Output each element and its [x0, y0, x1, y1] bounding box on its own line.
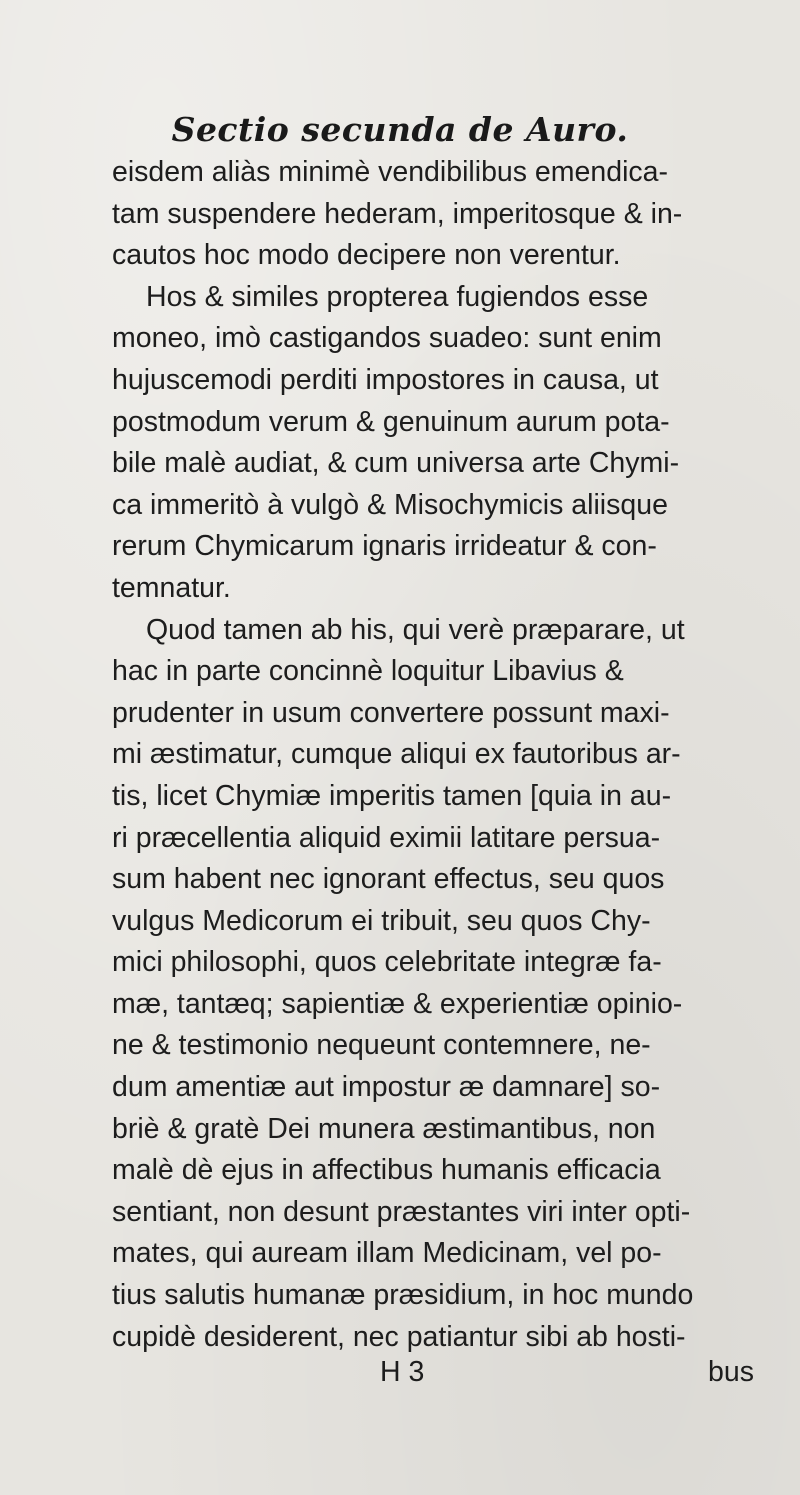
text-line: postmodum verum & genuinum aurum pota- [112, 405, 670, 438]
text-line: ne & testimonio nequeunt contemnere, ne- [112, 1029, 651, 1062]
text-line: cupidè desiderent, nec patiantur sibi ab hosti- [112, 1320, 686, 1353]
text-line: mæ, tantæq; sapientiæ & experientiæ opinio- [112, 987, 683, 1020]
text-line: tis, licet Chymiæ imperitis tamen [quia in au- [112, 779, 672, 812]
text-line: tius salutis humanæ præsidium, in hoc mundo [112, 1279, 694, 1312]
text-line: Hos & similes propterea fugiendos esse [146, 280, 649, 313]
text-line: briè & gratè Dei munera æstimantibus, non [112, 1112, 656, 1145]
text-line: Quod tamen ab his, qui verè præparare, ut [146, 613, 685, 646]
text-line: mi æstimatur, cumque aliqui ex fautoribus ar- [112, 738, 681, 771]
text-line: sum habent nec ignorant effectus, seu quos [112, 863, 665, 896]
text-line: eisdem aliàs minimè vendibilibus emendica- [112, 156, 669, 188]
text-line: malè dè ejus in affectibus humanis efficacia [112, 1154, 661, 1187]
text-line: prudenter in usum convertere possunt maxi- [112, 696, 670, 729]
text-line: ri præcellentia aliquid eximii latitare persua- [112, 821, 661, 854]
signature-mark: H 3 [380, 1356, 425, 1388]
text-line: rerum Chymicarum ignaris irrideatur & con- [112, 530, 657, 563]
text-line: tam suspendere hederam, imperitosque & in- [112, 197, 683, 230]
text-line: ca immeritò à vulgò & Misochymicis aliisque [112, 488, 668, 521]
text-line: vulgus Medicorum ei tribuit, seu quos Chy- [112, 904, 651, 937]
text-line: dum amentiæ aut impostur æ damnare] so- [112, 1071, 661, 1104]
text-line: hujuscemodi perditi impostores in causa, ut [112, 363, 659, 396]
page-footer [112, 1356, 776, 1398]
text-block [112, 152, 776, 1358]
text-line: sentiant, non desunt præstantes viri inter opti- [112, 1195, 691, 1228]
text-line: mici philosophi, quos celebritate integræ fa- [112, 946, 662, 979]
running-head: Sectio secunda de Auro. [171, 110, 629, 149]
catchword: bus [708, 1356, 754, 1388]
text-line: moneo, imò castigandos suadeo: sunt enim [112, 322, 662, 355]
text-line: mates, qui auream illam Medicinam, vel po- [112, 1237, 662, 1270]
text-line: bile malè audiat, & cum universa arte Chymi- [112, 447, 680, 480]
text-line: temnatur. [112, 571, 231, 604]
text-line: cautos hoc modo decipere non verentur. [112, 239, 621, 272]
text-line: hac in parte concinnè loquitur Libavius & [112, 655, 624, 688]
